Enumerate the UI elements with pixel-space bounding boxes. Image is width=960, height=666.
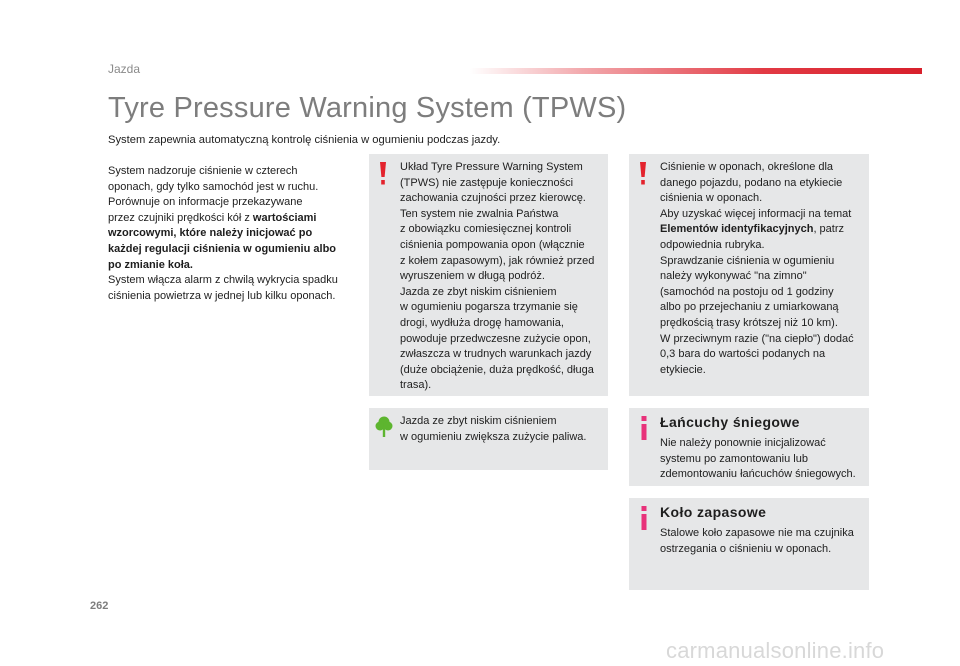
snow-chains-heading: Łańcuchy śniegowe	[660, 414, 800, 430]
pressure-label-warning-box	[629, 154, 869, 396]
snow-chains-text: Nie należy ponownie inicjalizować systemu po zamontowaniu lub zdemontowaniu łańcuchów śniegowych.	[660, 437, 856, 481]
exclamation-icon	[379, 162, 387, 186]
pressure-label-warning-text: Ciśnienie w oponach, określone dla danego pojazdu, podano na etykiecie ciśnienia w oponach. Aby uzyskać więcej informacji na temat Elementów identyfikacyjnych, patrz odpowiednia rubryka. Sprawdzanie ciśnienia w ogumieniu należy wykonywać "na zimno" (samochód na postoju od 1 godziny albo po przejechaniu z umiarkowaną prędkością trasy krótszej niż 10 km). W przeciwnym razie ("na ciepło") dodać 0,3 bara do wartości podanych na etykiecie.	[660, 161, 854, 376]
tpws-warning-text: Układ Tyre Pressure Warning System (TPWS) nie zastępuje konieczności zachowania czujności przez kierowcę. Ten system nie zwalnia Państwa z obowiązku comiesięcznej kontroli ciśnienia pompowania opon (włącznie z kołem zapasowym), jak również przed wyruszeniem w długą podróż. Jazda ze zbyt niskim ciśnieniem w ogumieniu pogarsza trzymanie się drogi, wydłuża drogę hamowania, powoduje przedwczesne zużycie opon, zwłaszcza w trudnych warunkach jazdy (duże obciążenie, duża prędkość, długa trasa).	[400, 161, 595, 392]
info-icon	[641, 506, 647, 530]
exclamation-icon	[639, 162, 647, 186]
section-label: Jazda	[108, 62, 141, 76]
page-number: 262	[90, 600, 109, 612]
intro-text: System zapewnia automatyczną kontrolę ciśnienia w ogumieniu podczas jazdy.	[108, 134, 501, 146]
tpws-warning-box	[369, 154, 608, 396]
info-icon	[641, 416, 647, 440]
tree-icon	[375, 416, 393, 438]
eco-tip-box	[369, 408, 608, 470]
main-description: System nadzoruje ciśnienie w czterech oponach, gdy tylko samochód jest w ruchu. Porównuje on informacje przekazywane przez czujniki prędkości kół z wartościami wzorcowymi, które należy inicjować po każdej regulacji ciśnienia w ogumieniu albo po zmianie koła. System włącza alarm z chwilą wykrycia spadku ciśnienia powietrza w jednej lub kilku oponach.	[108, 165, 338, 302]
header-accent-bar	[470, 68, 922, 74]
snow-chains-info-box	[629, 408, 869, 486]
eco-tip-text: Jazda ze zbyt niskim ciśnieniem w ogumieniu zwiększa zużycie paliwa.	[400, 415, 587, 443]
page-title: Tyre Pressure Warning System (TPWS)	[108, 92, 627, 124]
watermark: carmanualsonline.info	[666, 638, 885, 663]
spare-wheel-heading: Koło zapasowe	[660, 504, 767, 520]
spare-wheel-text: Stalowe koło zapasowe nie ma czujnika ostrzegania o ciśnieniu w oponach.	[660, 527, 854, 555]
spare-wheel-info-box	[629, 498, 869, 590]
